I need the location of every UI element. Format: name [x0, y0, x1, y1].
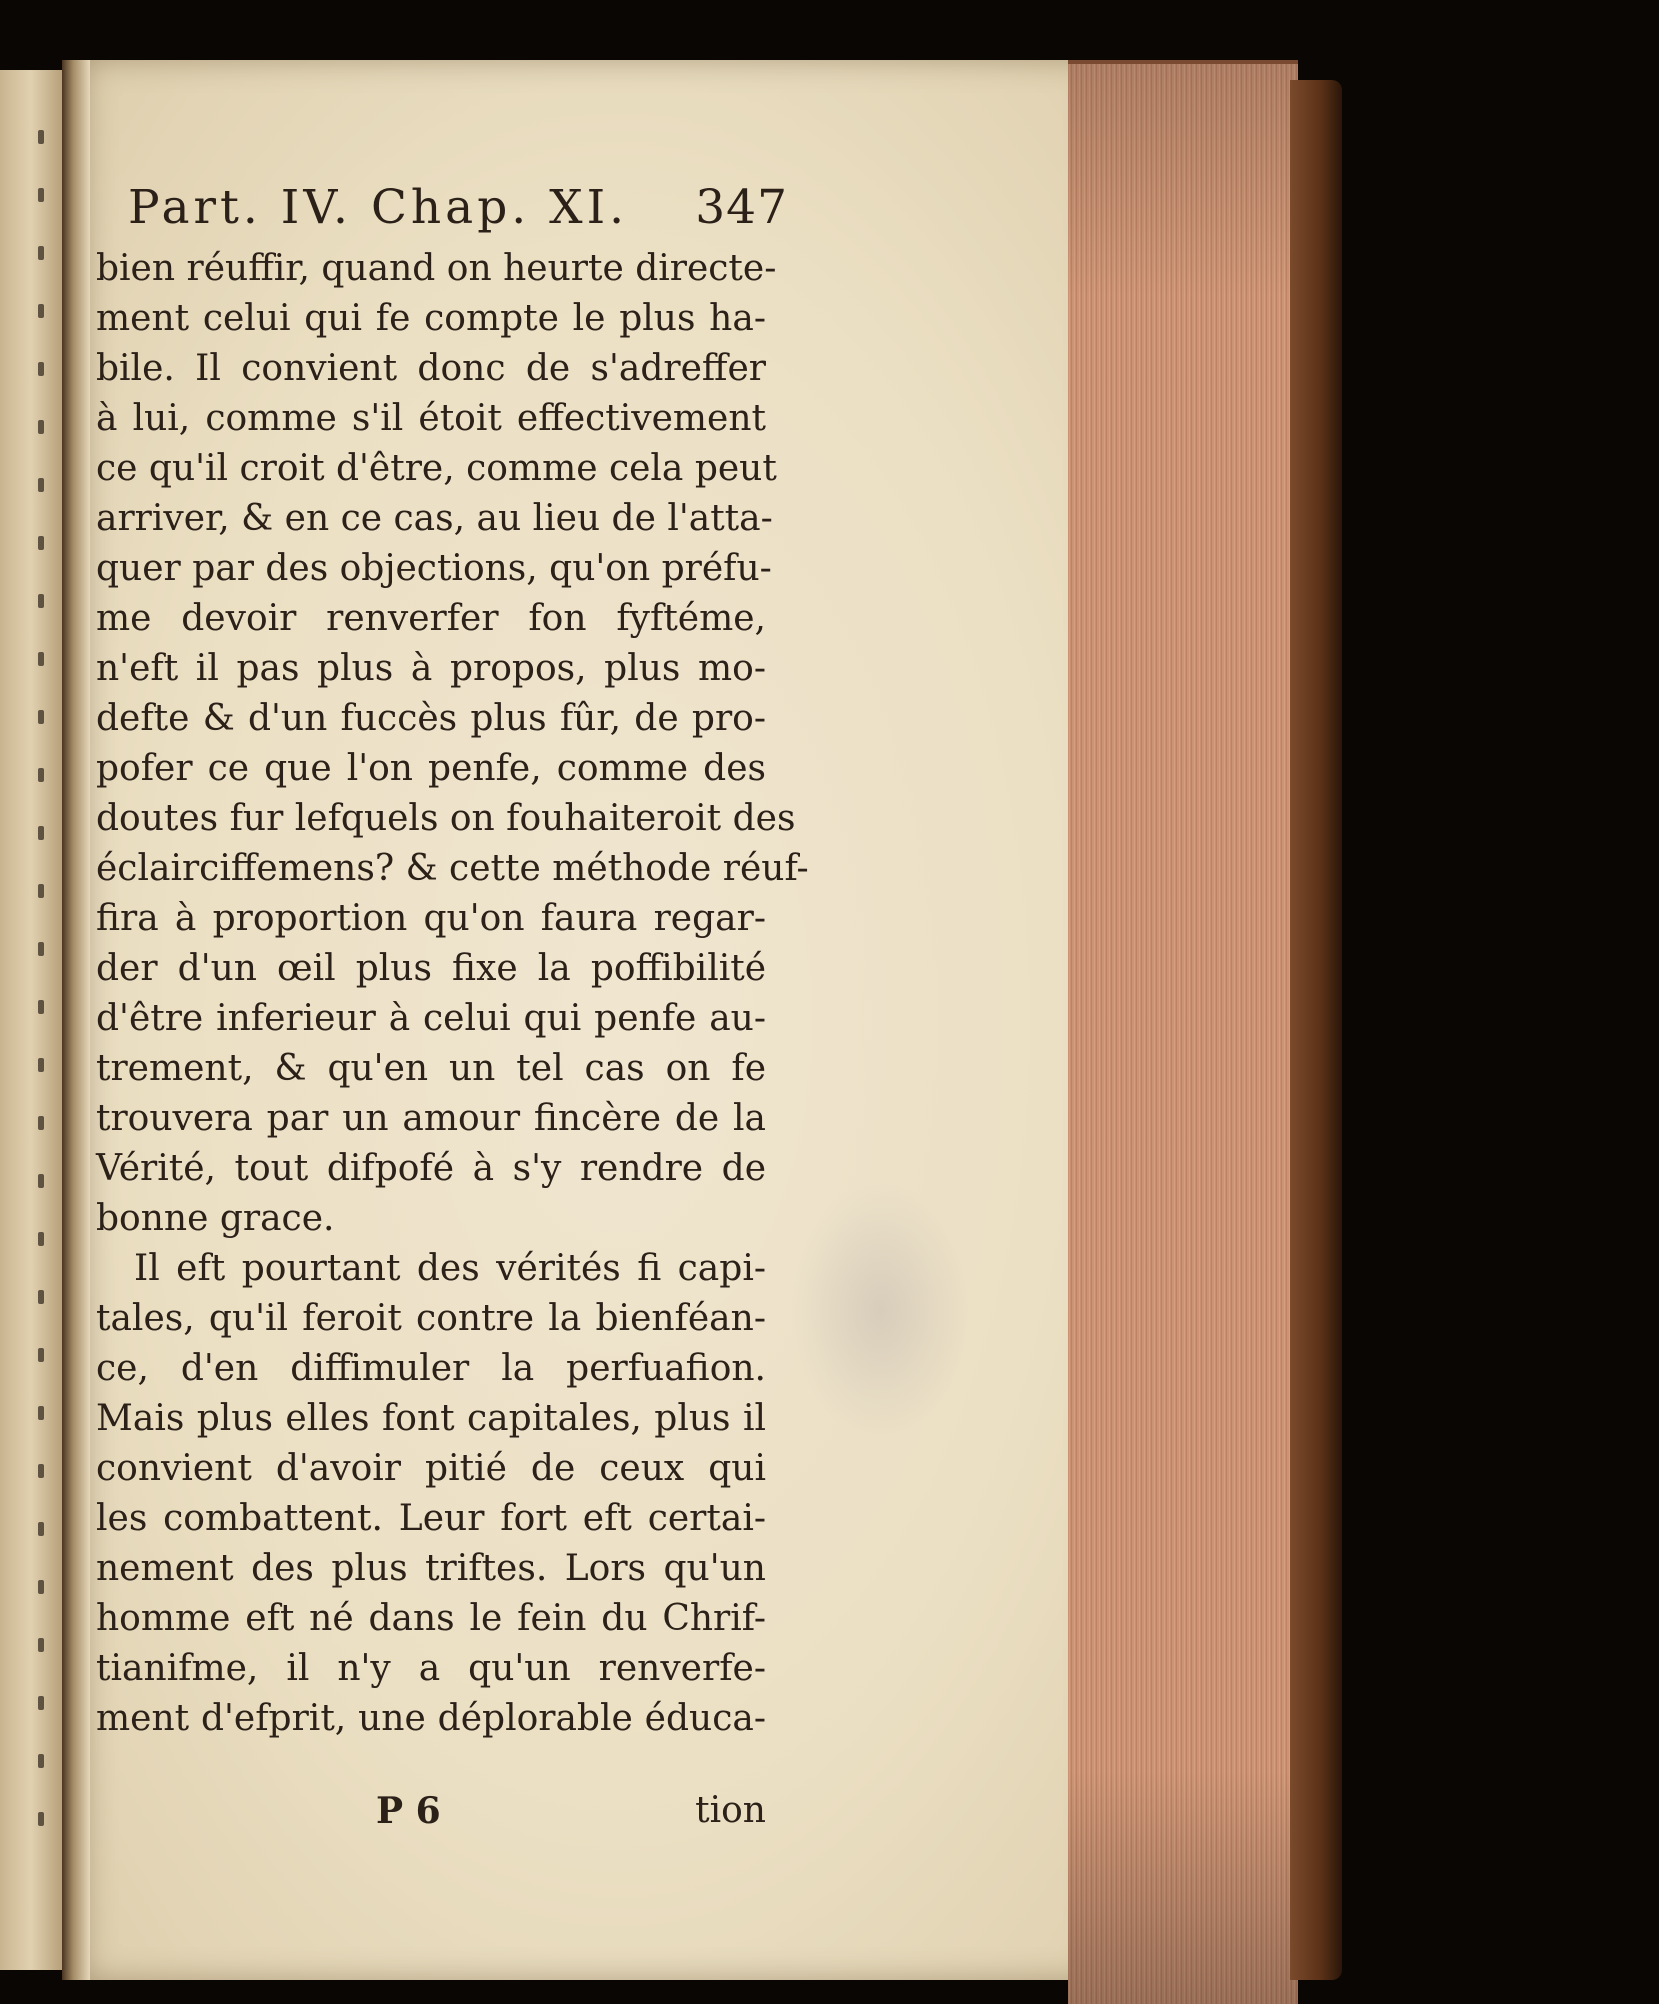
fragment-mark: [38, 1464, 44, 1478]
text-line: éclairciffemens? & cette méthode réuf-: [96, 848, 809, 889]
text-line: tales, qu'il feroit contre la bienféan-: [96, 1298, 766, 1339]
page-block-edge: [1068, 60, 1298, 2004]
fragment-mark: [38, 1696, 44, 1710]
text-line: der d'un œil plus fixe la poffibilité: [96, 948, 766, 989]
text-line: Il eft pourtant des vérités fi capi-: [134, 1248, 766, 1289]
fragment-mark: [38, 594, 44, 608]
show-through-ink: [790, 1180, 970, 1440]
fragment-mark: [38, 652, 44, 666]
text-line: ce, d'en diffimuler la perfuafion.: [96, 1348, 766, 1389]
fragment-mark: [38, 768, 44, 782]
fragment-mark: [38, 884, 44, 898]
text-line: defte & d'un fuccès plus fûr, de pro-: [96, 698, 766, 739]
fragment-mark: [38, 942, 44, 956]
text-line: homme eft né dans le fein du Chrif-: [96, 1598, 766, 1639]
fragment-mark: [38, 1580, 44, 1594]
catchword: tion: [695, 1790, 766, 1831]
signature-mark: P 6: [376, 1790, 441, 1832]
fragment-mark: [38, 826, 44, 840]
text-line: ment celui qui fe compte le plus ha-: [96, 298, 766, 339]
text-line: convient d'avoir pitié de ceux qui: [96, 1448, 766, 1489]
text-line: quer par des objections, qu'on préfu-: [96, 548, 772, 589]
page-gutter: [62, 60, 90, 1980]
text-line: ce qu'il croit d'être, comme cela peut: [96, 448, 777, 489]
text-line: bile. Il convient donc de s'adreffer: [96, 348, 766, 389]
text-line: d'être inferieur à celui qui penfe au-: [96, 998, 766, 1039]
fragment-mark: [38, 1754, 44, 1768]
fragment-mark: [38, 420, 44, 434]
page-footer: [376, 1790, 766, 1850]
text-line: fira à proportion qu'on faura regar-: [96, 898, 766, 939]
fragment-mark: [38, 1232, 44, 1246]
text-line: ment d'efprit, une déplorable éduca-: [96, 1698, 766, 1739]
text-line: n'eft il pas plus à propos, plus mo-: [96, 648, 766, 689]
text-line: tianifme, il n'y a qu'un renverfe-: [96, 1648, 766, 1689]
text-line: bonne grace.: [96, 1198, 335, 1239]
body-text: [96, 244, 809, 1744]
text-line: trouvera par un amour fincère de la: [96, 1098, 766, 1139]
fragment-mark: [38, 1174, 44, 1188]
text-line: nement des plus triftes. Lors qu'un: [96, 1548, 766, 1589]
fragment-mark: [38, 1058, 44, 1072]
fragment-mark: [38, 1638, 44, 1652]
fragment-mark: [38, 362, 44, 376]
text-line: trement, & qu'en un tel cas on fe: [96, 1048, 766, 1089]
text-line: arriver, & en ce cas, au lieu de l'atta-: [96, 498, 773, 539]
fragment-mark: [38, 1348, 44, 1362]
book-cover-edge: [1290, 80, 1342, 1980]
fragment-mark: [38, 1290, 44, 1304]
facing-page-text-fragments: [4, 110, 54, 1930]
text-line: pofer ce que l'on penfe, comme des: [96, 748, 766, 789]
fragment-mark: [38, 188, 44, 202]
text-line: Mais plus elles font capitales, plus il: [96, 1398, 766, 1439]
fragment-mark: [38, 1406, 44, 1420]
text-line: me devoir renverfer fon fyftéme,: [96, 598, 766, 639]
text-line: à lui, comme s'il étoit effectivement: [96, 398, 766, 439]
fragment-mark: [38, 130, 44, 144]
running-head-title: Part. IV. Chap. XI.: [128, 180, 629, 235]
fragment-mark: [38, 1522, 44, 1536]
text-line: Vérité, tout difpofé à s'y rendre de: [96, 1148, 766, 1189]
fragment-mark: [38, 536, 44, 550]
fragment-mark: [38, 1812, 44, 1826]
fragment-mark: [38, 1116, 44, 1130]
text-line: les combattent. Leur fort eft certai-: [96, 1498, 766, 1539]
fragment-mark: [38, 710, 44, 724]
page-number: 347: [695, 180, 788, 235]
fragment-mark: [38, 478, 44, 492]
running-head: [128, 180, 788, 250]
fragment-mark: [38, 1000, 44, 1014]
fragment-mark: [38, 304, 44, 318]
facing-page-edge: [0, 70, 65, 1970]
fragment-mark: [38, 246, 44, 260]
text-line: bien réuffir, quand on heurte directe-: [96, 248, 777, 289]
text-line: doutes fur lefquels on fouhaiteroit des: [96, 798, 796, 839]
